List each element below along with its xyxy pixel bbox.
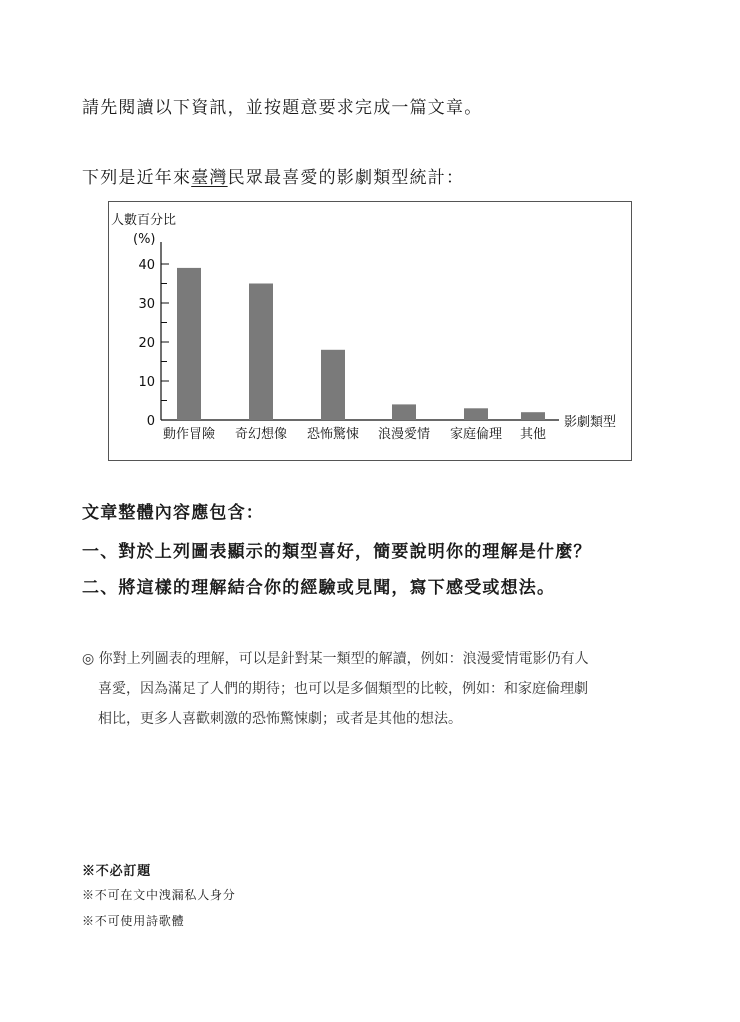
y-tick-label: 30 (138, 297, 155, 312)
x-tick-label: 家庭倫理 (449, 427, 503, 442)
x-tick-label: 其他 (519, 427, 547, 442)
bar-chart-svg (109, 202, 633, 462)
note-line-3: 相比，更多人喜歡刺激的恐怖驚悚劇；或者是其他的想法。 (98, 711, 462, 727)
y-axis-unit: (%) (133, 232, 156, 247)
rule-no-title: ※不必訂題 (82, 864, 152, 879)
rule-no-poetry: ※不可使用詩歌體 (82, 914, 185, 928)
note-line-2: 喜愛，因為滿足了人們的期待；也可以是多個類型的比較，例如：和家庭倫理劇 (98, 681, 588, 697)
bar (521, 412, 545, 420)
x-tick-label: 動作冒險 (162, 427, 216, 442)
note-line-1: ◎ 你對上列圖表的理解，可以是針對某一類型的解讀，例如：浪漫愛情電影仍有人 (82, 651, 589, 667)
y-tick-label: 0 (146, 414, 155, 429)
caption-underlined: 臺灣 (191, 168, 228, 188)
bar (249, 284, 273, 421)
y-tick-label: 40 (138, 258, 155, 273)
bar-chart (108, 201, 632, 461)
y-tick-label: 20 (138, 336, 155, 351)
y-axis-label: 人數百分比 (111, 213, 177, 228)
bar (464, 408, 488, 420)
x-tick-label: 恐怖驚悚 (306, 427, 360, 442)
bar (177, 268, 201, 420)
requirement-item-2: 二、將這樣的理解結合你的經驗或見聞，寫下感受或想法。 (82, 578, 556, 598)
rule-no-personal-info: ※不可在文中洩漏私人身分 (82, 888, 236, 902)
x-tick-label: 奇幻想像 (234, 427, 288, 442)
chart-caption (82, 163, 464, 188)
x-axis-label: 影劇類型 (564, 415, 617, 430)
guidance-note (82, 644, 672, 734)
instruction-intro: 請先閱讀以下資訊，並按題意要求完成一篇文章。 (82, 98, 483, 118)
requirement-item-1: 一、對於上列圖表顯示的類型喜好，簡要說明你的理解是什麼？ (82, 542, 592, 562)
bar (392, 404, 416, 420)
y-tick-label: 10 (138, 375, 155, 390)
requirements-heading: 文章整體內容應包含： (82, 503, 264, 523)
x-tick-label: 浪漫愛情 (377, 427, 431, 442)
bar (321, 350, 345, 420)
caption-after: 民眾最喜愛的影劇類型統計： (227, 168, 465, 188)
caption-before: 下列是近年來 (82, 168, 192, 188)
